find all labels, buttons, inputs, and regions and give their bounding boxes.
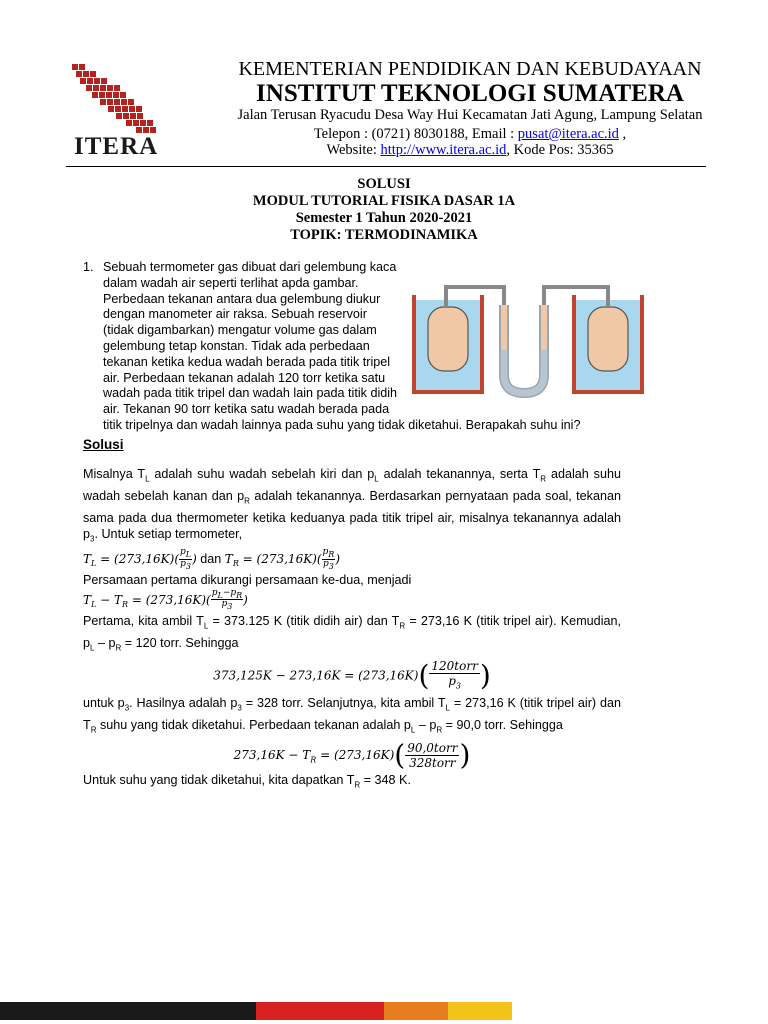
module-title: MODUL TUTORIAL FISIKA DASAR 1A [252,193,516,209]
solution-paragraph-2: Persamaan pertama dikurangi persamaan ke-dua, menjadi [83,573,412,588]
ministry-name: KEMENTERIAN PENDIDIKAN DAN KEBUDAYAAN [238,58,702,80]
footer-color-bar [0,1002,512,1020]
problem-line: (tidak digambarkan) mengatur volume gas dalam [103,323,377,338]
email-link[interactable]: pusat@itera.ac.id [517,126,619,142]
problem-line: air. Tekanan 90 torr ketika satu wadah berada pada [103,402,390,417]
problem-line: wadah pada titik tripel dan wadah lain pada titik didih [103,386,398,401]
footer-bar-black [0,1002,256,1020]
equation-2: $T_L - T_R = (273,16K)$( $\frac{p_L-p_R}{p_3}$ ) [83,587,248,612]
problem-line: gelembung tetap konstan. Tidak ada perbedaan [103,338,370,353]
footer-bar-red [256,1002,384,1020]
problem-line: dengan manometer air raksa. Sebuah reservoir [103,307,367,322]
contact-line [170,126,768,143]
gas-thermometer-figure [412,265,648,400]
problem-number: 1. [83,260,94,274]
logo-wordmark: ITERA [74,133,159,160]
phone-text: Telepon : (0721) 8030188, Email : [313,126,518,142]
website-line [170,142,768,159]
equation-4: $273,16K - T_R = (273,16K)$( 90,0torr 328torr ) [233,738,471,772]
problem-text [103,260,581,434]
solution-paragraph-3: Pertama, kita ambil $T_L = 373.125$ K (titik didih air) dan $T_R = 273,16$ K (titik tripel air). Kemudian, $p_L - p_R = 120$ torr. Sehingga [83,614,621,653]
problem-line: Sebuah termometer gas dibuat dari gelembung kaca [103,260,397,274]
semester-title: Semester 1 Tahun 2020-2021 [295,210,473,226]
solution-heading: Solusi [83,437,124,452]
solution-body [83,466,621,793]
institute-name: INSTITUT TEKNOLOGI SUMATERA [256,80,684,107]
solution-paragraph-1: Misalnya $T_L$ adalah suhu wadah sebelah kiri dan $p_L$ adalah tekanannya, serta $T_R$ adalah suhu wadah sebelah kanan dan $p_R$ adalah tekanannya. Berdasarkan pernyataan pada soal, tekanan sama pada dua thermometer ketika keduanya pada titik tripel air, misalnya tekanannya adalah $p_3$. Untuk setiap termometer, [83,467,621,544]
website-link[interactable]: http://www.itera.ac.id [380,142,507,158]
doc-title: SOLUSI [357,176,411,192]
equation-3: 373,125K − 273,16K = (273,16K)( 120torr $p_3$ ) [213,658,491,692]
problem-line: air. Perbedaan tekanan adalah 120 torr ketika satu [103,370,386,385]
problem-last-line: titik tripelnya dan wadah lainnya pada suhu yang tidak diketahui. Berapakah suhu ini? [103,417,581,432]
problem-line: dalam wadah air seperti terlihat apda gambar. [103,275,359,290]
address-line: Jalan Terusan Ryacudu Desa Way Hui Kecamatan Jati Agung, Lampung Selatan [237,107,703,123]
problem-line: tekanan ketika kedua wadah berada pada titik tripel [103,354,391,369]
problem-line: Perbedaan tekanan antara dua gelembung diukur [103,291,381,306]
footer-bar-yellow [448,1002,512,1020]
topic-title: TOPIK: TERMODINAMIKA [290,227,478,243]
email-suffix: , [618,126,627,142]
solution-paragraph-4: untuk $p_3$. Hasilnya adalah $p_3 = 328$ torr. Selanjutnya, kita ambil $T_L = 273,16$ K (titik tripel air) dan $T_R$ suhu yang tidak diketahui. Perbedaan tekanan adalah $p_L - p_R = 90,0$ torr. Sehingga [83,696,621,735]
solution-paragraph-5: Untuk suhu yang tidak diketahui, kita dapatkan $T_R = 348$ K. [83,772,411,790]
equation-1: $T_L = (273,16K)$( $\frac{p_L}{p_3}$ ) dan $T_R = (273,16K)$( $\frac{p_R}{p_3}$ ) [83,546,341,571]
website-label: Website: [326,142,381,158]
header-divider [66,166,706,167]
footer-bar-orange [384,1002,448,1020]
postal-code: , Kode Pos: 35365 [506,142,614,158]
